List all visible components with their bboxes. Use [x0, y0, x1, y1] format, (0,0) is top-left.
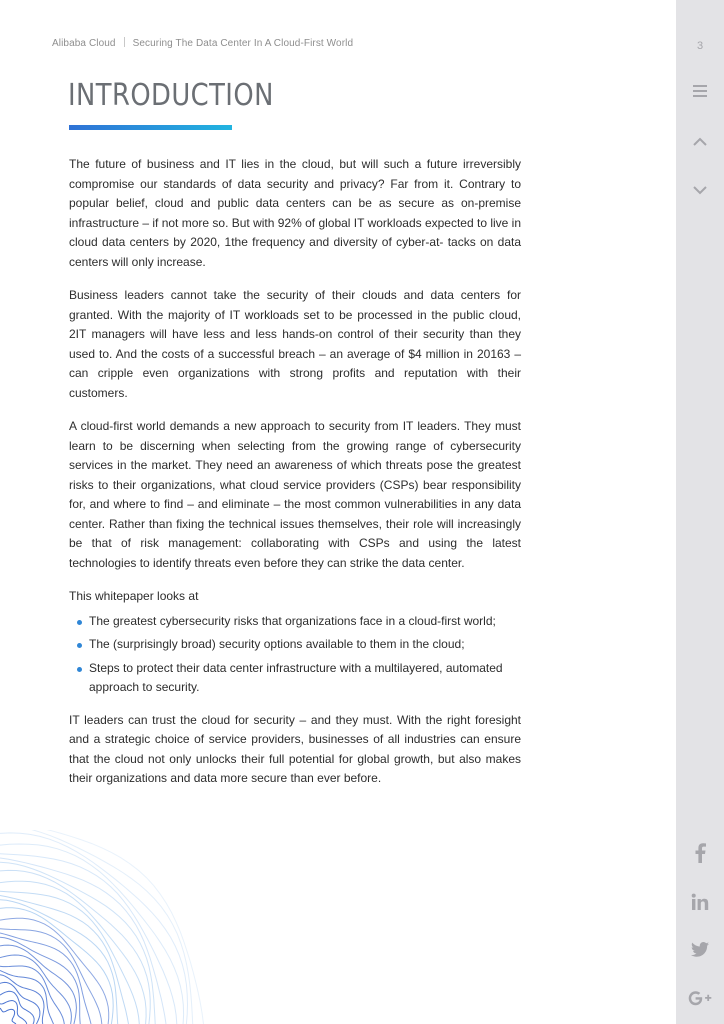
page-number: 3 [696, 40, 704, 52]
twitter-icon[interactable] [676, 942, 724, 962]
decorative-wave-lines [0, 830, 340, 1024]
list-item-text: Steps to protect their data center infrastructure with a multilayered, automated approach to security. [89, 660, 503, 694]
chevron-up-icon[interactable] [676, 135, 724, 153]
closing-paragraph: IT leaders can trust the cloud for security – and they must. With the right foresight and a strategic choice of service providers, businesses of all industries can ensure that the cloud not only unlocks their full potential for global growth, but also makes their organizations and data more secure than ever before. [69, 712, 521, 785]
header-divider [124, 37, 125, 47]
wave-line [0, 862, 155, 1024]
list-item [69, 659, 521, 698]
list-item-text: The greatest cybersecurity risks that organizations face in a cloud-first world; [89, 613, 496, 628]
bullet-dot-icon [77, 667, 82, 672]
sidebar-toolbar [676, 0, 724, 1024]
facebook-icon[interactable] [676, 843, 724, 868]
linkedin-icon[interactable] [676, 893, 724, 916]
list-item-text: The (surprisingly broad) security options available to them in the cloud; [89, 637, 465, 651]
wave-line [0, 896, 129, 1024]
title-underline [69, 125, 232, 130]
bullet-list [69, 612, 521, 698]
bullet-dot-icon [77, 620, 82, 625]
page-title: INTRODUCTION [68, 78, 274, 113]
paragraph-1: The future of business and IT lies in the cloud, but will such a future irreversibly compromise our standards of data security and privacy? Far from it. Contrary to popular belief, cloud and public data centers can be as secure as on-premise infrastructure – if not more so. But with 92% of global IT workloads expected to live in cloud data centers by 2020, 1the frequency and diversity of cyber-at- tacks on data centers will only increase. [69, 157, 522, 269]
google-plus-icon[interactable] [676, 990, 724, 1011]
paragraph-3: A cloud-first world demands a new approach to security from IT leaders. They must learn to be discerning when selecting from the growing range of cybersecurity services in the market. They need an awareness of which threats pose the greatest risks to their organizations, what cloud service providers (CSPs) bear responsibility for, and where to find – and eliminate – the most common vulnerabilities in any data center. Rather than fixing the technical issues themselves, their role will increasingly be that of risk management: collaborating with CSPs and using the latest technologies to identify threats even before they can strike the data center. [69, 419, 521, 570]
wave-line [0, 918, 109, 1024]
chevron-down-icon[interactable] [676, 183, 724, 201]
list-item [69, 635, 521, 655]
paragraph-4: This whitepaper looks at [69, 589, 199, 603]
wave-line [0, 833, 188, 1024]
wave-line [0, 1008, 16, 1024]
body-content [69, 155, 521, 803]
running-header [52, 37, 353, 49]
wave-line [0, 891, 139, 1024]
menu-icon[interactable] [676, 84, 724, 103]
wave-line [0, 844, 184, 1024]
bullet-dot-icon [77, 643, 82, 648]
wave-line [0, 870, 150, 1024]
list-item [69, 612, 521, 632]
header-brand: Alibaba Cloud [52, 38, 116, 49]
header-doc-title: Securing The Data Center In A Cloud-First World [132, 38, 354, 49]
paragraph-2: Business leaders cannot take the security of their clouds and data centers for granted. With the majority of IT workloads set to be processed in the public cloud, 2IT managers will have less and less hands-on control of their security than they used to. And the costs of a successful breach – an average of $4 million in 20163 – can cripple even organizations with strong profits and reputation with their customers. [69, 288, 521, 400]
wave-line [0, 881, 146, 1024]
